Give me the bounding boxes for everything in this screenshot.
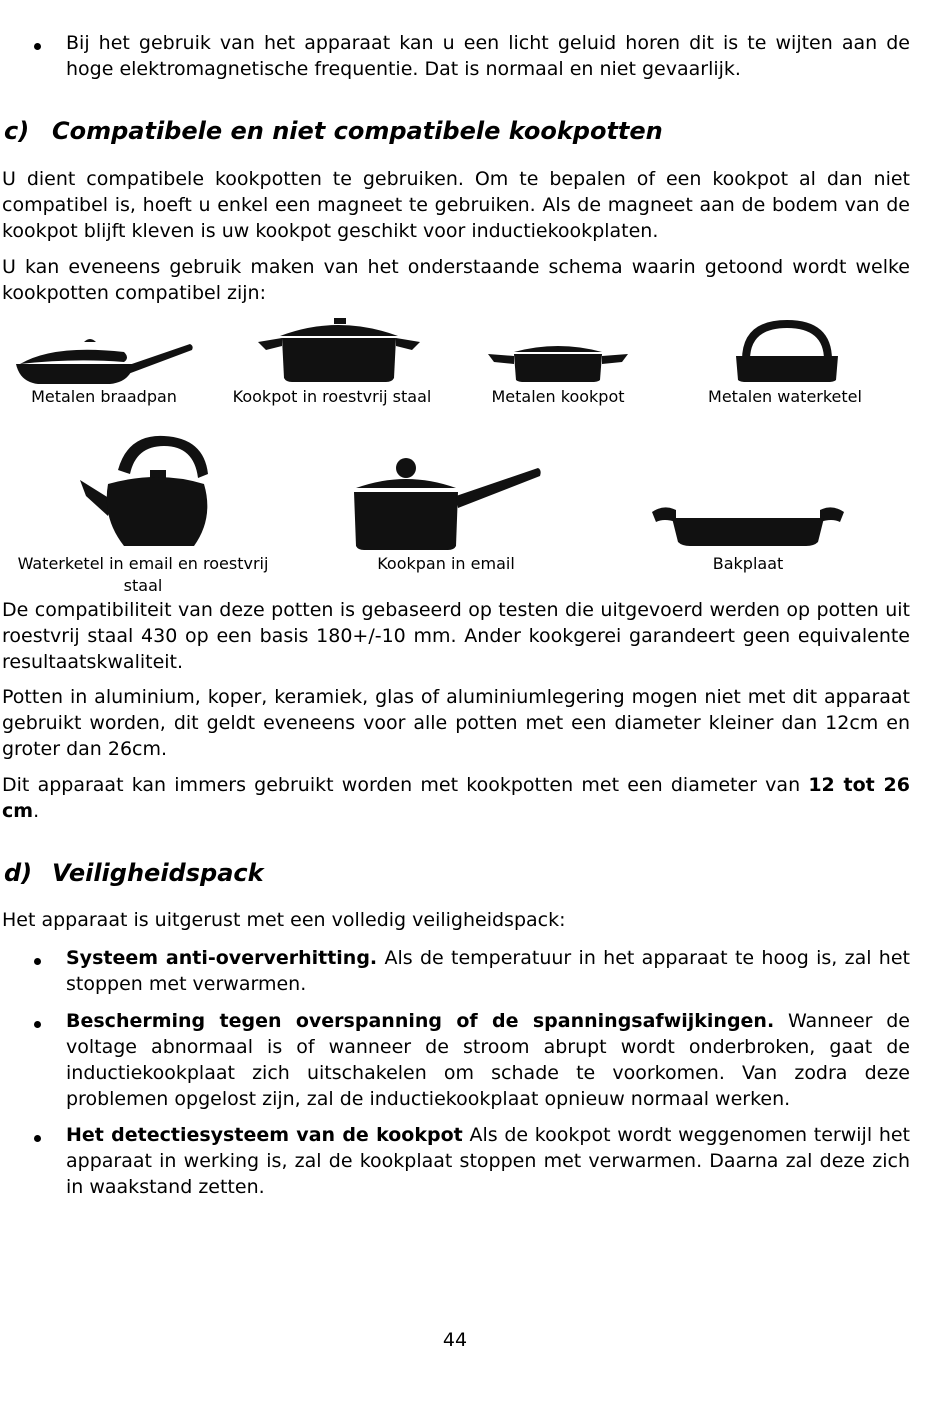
section-c-label: c) (4, 117, 30, 145)
baking-tray-icon (650, 500, 846, 548)
bullet-dot (32, 1015, 44, 1027)
cookware-label: Kookpan in email (377, 554, 515, 573)
section-c-heading (4, 116, 663, 146)
section-c-paragraph-5 (2, 772, 910, 824)
section-d-label: d) (4, 859, 33, 887)
safety-item-text: Als de temperatuur in het apparaat te hoog is, zal het stoppen met verwarmen. (66, 947, 910, 995)
section-c-paragraph-4: Potten in aluminium, koper, keramiek, glas of aluminiumlegering mogen niet met dit apparaat gebruikt worden, dit geldt eveneens voor alle potten met een diameter kleiner dan 12cm en groter dan 26cm. (2, 686, 910, 760)
cookware-label: Metalen waterketel (708, 387, 862, 406)
section-d-heading (4, 858, 264, 888)
intro-bullet-text: Bij het gebruik van het apparaat kan u een licht geluid horen dit is te wijten aan de hoge elektromagnetische frequentie. Dat is normaal en niet gevaarlijk. (66, 32, 910, 80)
section-c-paragraph-3: De compatibiliteit van deze potten is gebaseerd op testen die uitgevoerd werden op potten uit roestvrij staal 430 op een basis 180+/-10 mm. Ander kookgerei garandeert geen equivalente resultaatskwaliteit. (2, 599, 910, 673)
cookware-label: Bakplaat (712, 554, 784, 573)
cookware-label: Metalen kookpot (491, 387, 625, 406)
enamel-kettle-icon (78, 430, 212, 550)
bullet-dot (32, 37, 44, 49)
safety-item (66, 1122, 910, 1200)
safety-item-title: Het detectiesysteem van de kookpot (66, 1124, 463, 1146)
safety-item (66, 945, 910, 997)
cookware-label: Waterketel in email en roestvrij staal (17, 554, 269, 595)
cookware-label: Metalen braadpan (31, 387, 177, 406)
safety-item (66, 1008, 910, 1112)
para5-prefix: Dit apparaat kan immers gebruikt worden met kookpotten met een diameter van (2, 774, 809, 796)
section-d-title: Veiligheidspack (52, 859, 264, 887)
page-number: 44 (442, 1329, 468, 1351)
diameter-range: 12 tot 26 cm (2, 774, 910, 822)
enamel-saucepan-icon (352, 454, 542, 552)
section-c-paragraph-2: U kan eveneens gebruik maken van het onderstaande schema waarin getoond wordt welke kookpotten compatibel zijn: (2, 256, 910, 304)
bullet-dot (32, 952, 44, 964)
section-d-intro: Het apparaat is uitgerust met een volledig veiligheidspack: (2, 909, 566, 931)
bullet-dot (32, 1129, 44, 1141)
safety-item-text: Wanneer de voltage abnormaal is of wanneer de stroom abrupt wordt onderbroken, gaat de inductiekookplaat zich uitschakelen om schade te voorkomen. Van zodra deze problemen opgelost zijn, zal de inductiekookplaat opnieuw normaal werken. (66, 1010, 910, 1110)
metal-pot-icon (486, 336, 630, 384)
section-c-paragraph-1: U dient compatibele kookpotten te gebruiken. Om te bepalen of een kookpot al dan niet compatibel is, hoeft u enkel een magneet te gebruiken. Als de magneet aan de bodem van de kookpot blijft kleven is uw kookpot geschikt voor inductiekookplaten. (2, 168, 910, 242)
para5-suffix: . (33, 800, 40, 822)
safety-item-text: Als de kookpot wordt weggenomen terwijl het apparaat in werking is, zal de kookplaat stoppen met verwarmen. Daarna zal deze zich in waakstand zetten. (66, 1124, 910, 1198)
stainless-pot-icon (256, 316, 422, 384)
safety-item-title: Bescherming tegen overspanning of de spanningsafwijkingen. (66, 1010, 775, 1032)
safety-item-title: Systeem anti-oververhitting. (66, 947, 378, 969)
section-c-title: Compatibele en niet compatibele kookpotten (52, 117, 663, 145)
metal-kettle-icon (732, 316, 842, 384)
frying-pan-icon (14, 336, 194, 386)
cookware-label: Kookpot in roestvrij staal (232, 387, 432, 406)
